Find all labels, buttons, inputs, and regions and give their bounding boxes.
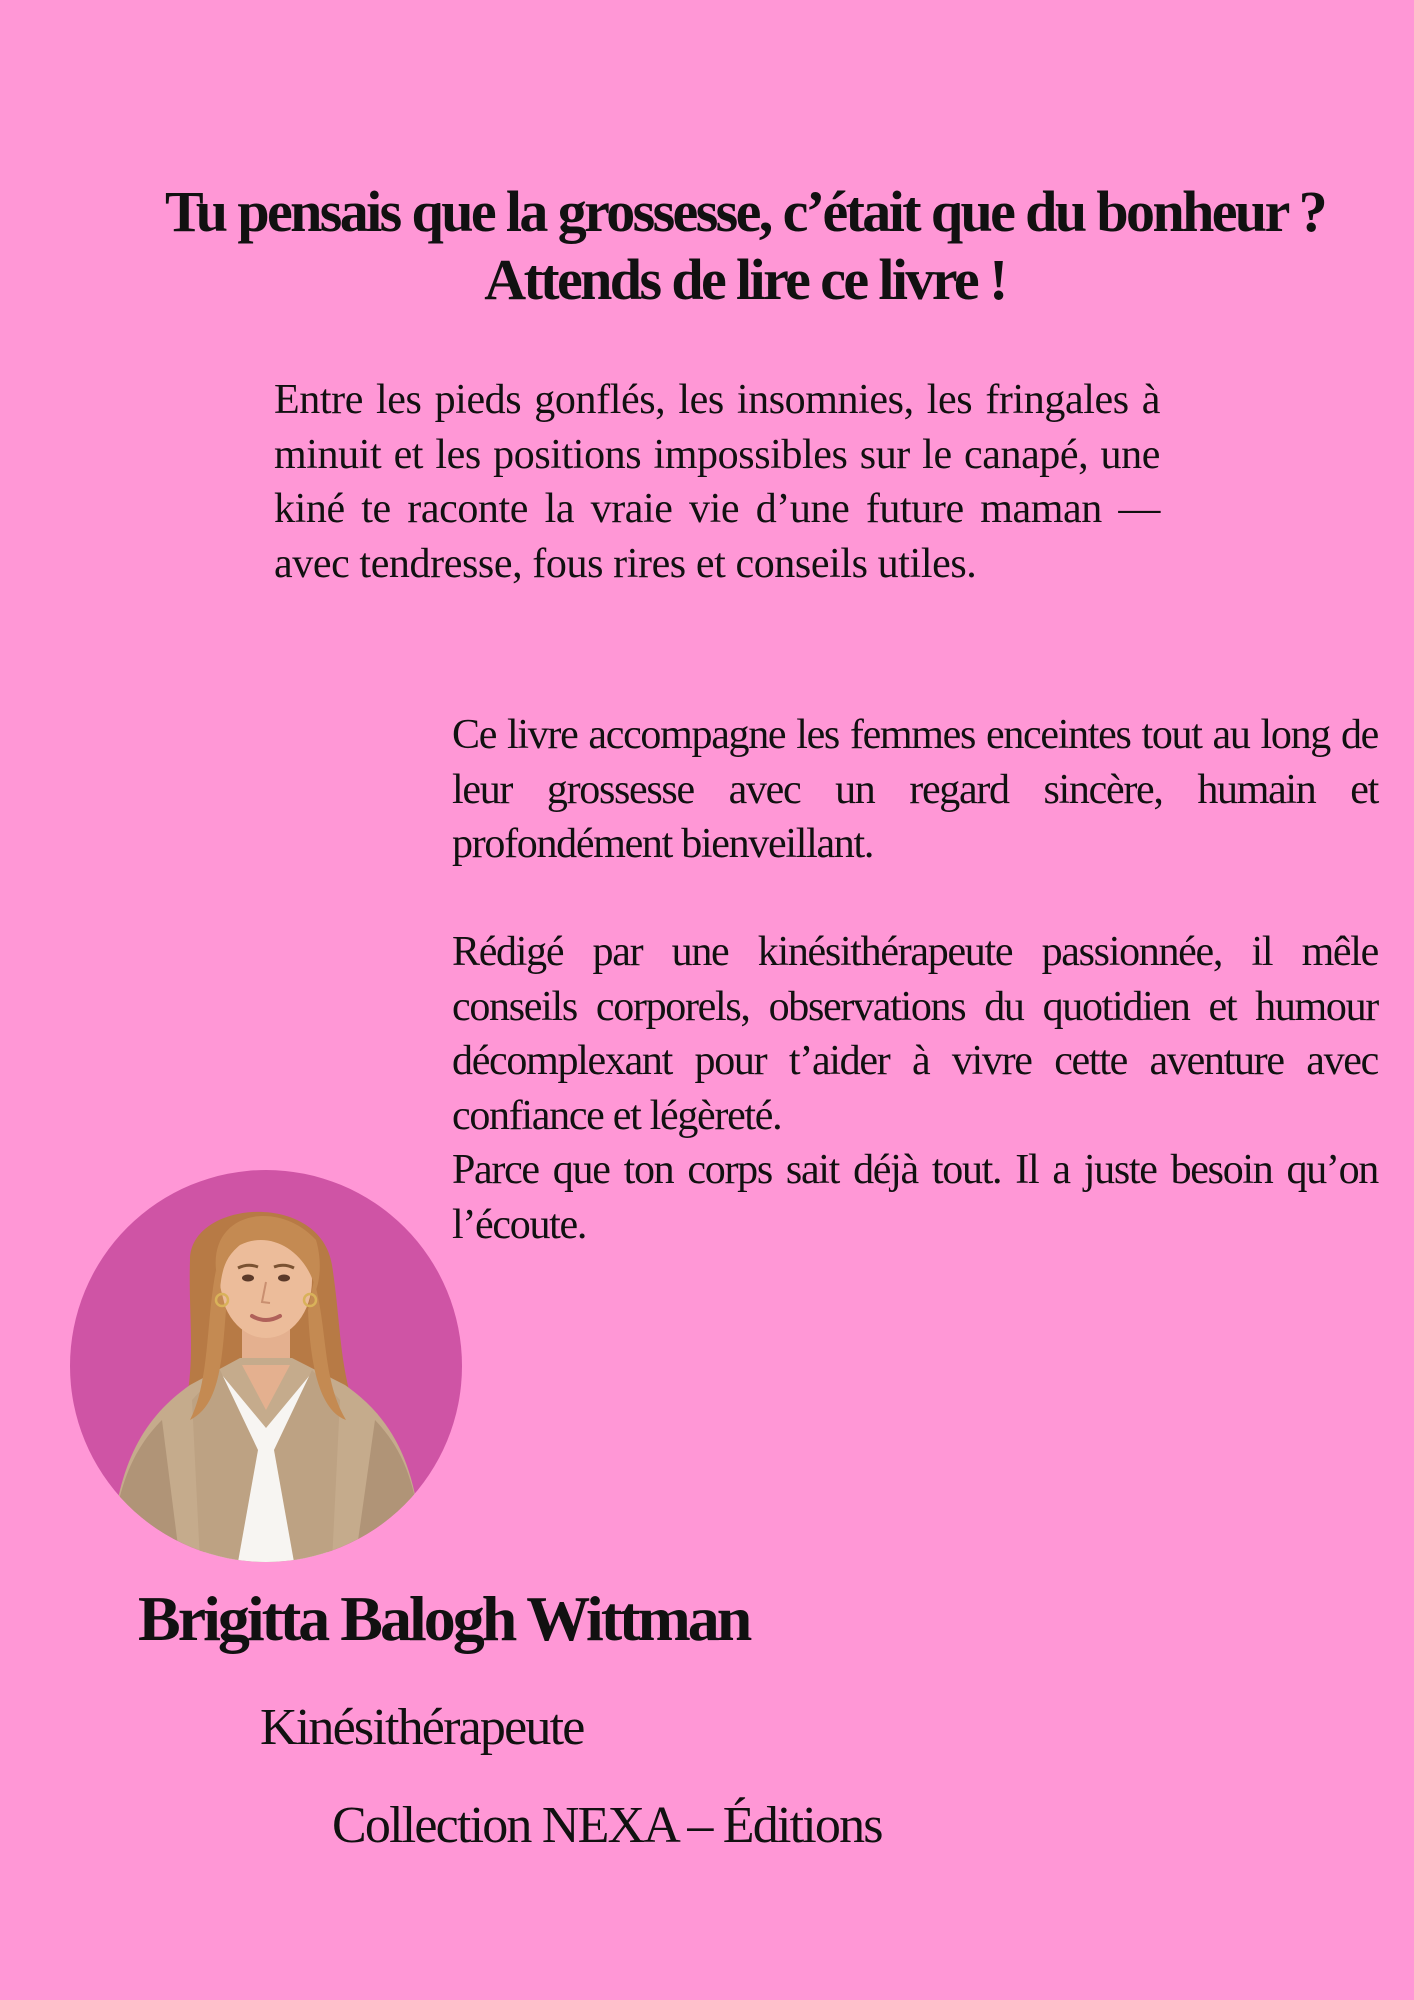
publisher-label: Collection NEXA – Éditions <box>332 1797 882 1854</box>
author-portrait-illustration <box>70 1170 462 1562</box>
cover-headline <box>100 178 1390 314</box>
intro-paragraph: Entre les pieds gonflés, les insomnies, les fringales à minuit et les positions impossibles sur le canapé, une kiné te raconte la vraie vie d’une future maman — avec tendresse, fous rires et conseils utiles. <box>274 377 1160 587</box>
author-role: Kinésithérapeute <box>260 1699 584 1756</box>
description-paragraph-3: Parce que ton corps sait déjà tout. Il a juste besoin qu’on l’écoute. <box>452 1147 1378 1248</box>
headline-line-2: Attends de lire ce livre ! <box>484 247 1006 312</box>
author-name: Brigitta Balogh Wittman <box>138 1583 750 1654</box>
description-paragraph-1: Ce livre accompagne les femmes enceintes tout au long de leur grossesse avec un regard sincère, humain et profondément bienveillant. <box>452 712 1378 867</box>
headline-line-1: Tu pensais que la grossesse, c’était que du bonheur ? <box>165 179 1325 244</box>
description-paragraph-2: Rédigé par une kinésithérapeute passionnée, il mêle conseils corporels, observations du quotidien et humour décomplexant pour t’aider à vivre cette aventure avec confiance et légèreté. <box>452 929 1378 1139</box>
author-portrait <box>70 1170 462 1562</box>
description-block <box>452 925 1378 1252</box>
